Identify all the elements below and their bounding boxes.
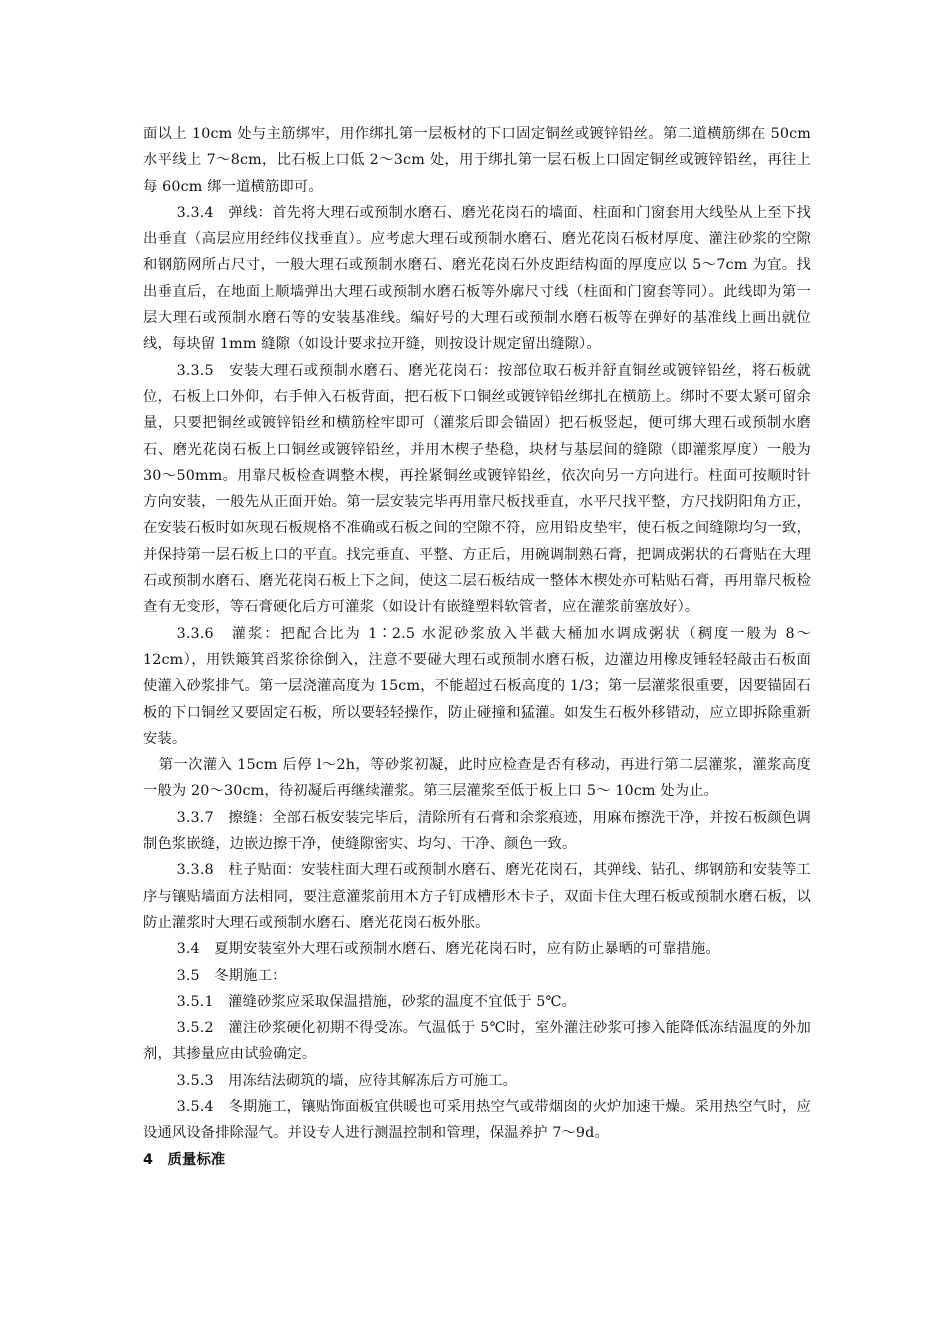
paragraph-continuation: 面以上 10cm 处与主筋绑牢，用作绑扎第一层板材的下口固定铜丝或镀锌铅丝。第二道横筋绑在 50cm 水平线上 7～8cm，比石板上口低 2～3cm 处，用于绑扎第一层石板上口固定铜丝或镀锌铅丝，再往上每 60cm 绑一道横筋即可。: [143, 126, 811, 195]
paragraph-3-5-2: 3.5.2 灌注砂浆硬化初期不得受冻。气温低于 5℃时，室外灌注砂浆可掺入能降低冻结温度的外加剂，其掺量应由试验确定。: [143, 1020, 811, 1063]
document-page: [143, 121, 811, 1173]
paragraph-3-5-1: 3.5.1 灌缝砂浆应采取保温措施，砂浆的温度不宜低于 5℃。: [176, 993, 577, 1010]
paragraph-3-3-6: 3.3.6 灌浆：把配合比为 1∶2.5 水泥砂浆放入半截大桶加水调成粥状（稠度一般为 8～ 12cm），用铁簸箕舀浆徐徐倒入，注意不要碰大理石或预制水磨石板，边灌边用橡皮锤轻轻敲击石板面使灌入砂浆排气。第一层浇灌高度为 15cm，不能超过石板高度的 1/3；第一层灌浆很重要，因要锚固石板的下口铜丝又要固定石板，所以要轻轻操作，防止碰撞和猛灌。如发生石板外移错动，应立即拆除重新安装。: [143, 625, 811, 747]
section-heading-quality-standard: 4 质量标准: [143, 1151, 226, 1168]
paragraph-3-5-3: 3.5.3 用冻结法砌筑的墙，应待其解冻后方可施工。: [176, 1072, 518, 1089]
paragraph-grouting-continued: 第一次灌入 15cm 后停 l～2h，等砂浆初凝，此时应检查是否有移动，再进行第二层灌浆，灌浆高度一般为 20～30cm，待初凝后再继续灌浆。第三层灌浆至低于板上口 5～ 10cm 处为止。: [143, 757, 811, 800]
paragraph-3-3-5: 3.3.5 安装大理石或预制水磨石、磨光花岗石：按部位取石板并舒直铜丝或镀锌铅丝，将石板就位，石板上口外仰，右手伸入石板背面，把石板下口铜丝或镀锌铅丝绑扎在横筋上。绑时不要太紧可留余量，只要把铜丝或镀锌铅丝和横筋栓牢即可（灌浆后即会锚固）把石板竖起，便可绑大理石或预制水磨石、磨光花岗石板上口铜丝或镀锌铅丝，并用木楔子垫稳，块材与基层间的缝隙（即灌浆厚度）一般为 30～50mm。用靠尺板检查调整木楔，再拴紧铜丝或镀锌铅丝，依次向另一方向进行。柱面可按顺时针方向安装，一般先从正面开始。第一层安装完毕再用靠尺板找垂直，水平尺找平整，方尺找阴阳角方正，在安装石板时如灰现石板规格不准确或石板之间的空隙不符，应用铅皮垫牢，使石板之间缝隙均匀一致，并保持第一层石板上口的平直。找完垂直、平整、方正后，用碗调制熟石膏，把调成粥状的石膏贴在大理石或预制水磨石、磨光花岗石板上下之间，使这二层石板结成一整体木楔处亦可粘贴石膏，再用靠尺板检查有无变形，等石膏硬化后方可灌浆（如设计有嵌缝塑料软管者，应在灌浆前塞放好）。: [143, 362, 811, 616]
paragraph-3-3-4: 3.3.4 弹线：首先将大理石或预制水磨石、磨光花岗石的墙面、柱面和门窗套用大线坠从上至下找出垂直（高层应用经纬仪找垂直）。应考虑大理石或预制水磨石、磨光花岗石板材厚度、灌注砂浆的空隙和钢筋网所占尺寸，一般大理石或预制水磨石、磨光花岗石外皮距结构面的厚度应以 5～7cm 为宜。找出垂直后，在地面上顺墙弹出大理石或预制水磨石板等外廓尺寸线（柱面和门窗套等同）。此线即为第一层大理石或预制水磨石等的安装基准线。编好号的大理石或预制水磨石板等在弹好的基准线上画出就位线，每块留 1mm 缝隙（如设计要求拉开缝，则按设计规定留出缝隙）。: [143, 204, 811, 353]
paragraph-3-3-8: 3.3.8 柱子贴面：安装柱面大理石或预制水磨石、磨光花岗石，其弹线、钻孔、绑钢筋和安装等工序与镶贴墙面方法相同，要注意灌浆前用木方子钉成槽形木卡子，双面卡住大理石板或预制水磨石板，以防止灌浆时大理石或预制水磨石、磨光花岗石板外胀。: [143, 862, 811, 931]
paragraph-3-5: 3.5 冬期施工：: [176, 967, 287, 984]
paragraph-3-4: 3.4 夏期安装室外大理石或预制水磨石、磨光花岗石时，应有防止暴晒的可靠措施。: [176, 941, 720, 958]
paragraph-3-5-4: 3.5.4 冬期施工，镶贴饰面板宜供暖也可采用热空气或带烟囱的火炉加速干燥。采用热空气时，应设通风设备排除湿气。并设专人进行测温控制和管理，保温养护 7～9d。: [143, 1098, 811, 1142]
paragraph-3-3-7: 3.3.7 擦缝：全部石板安装完毕后，清除所有石膏和余浆痕迹，用麻布擦洗干净，并按石板颜色调制色浆嵌缝，边嵌边擦干净，使缝隙密实、均匀、干净、颜色一致。: [143, 809, 811, 853]
